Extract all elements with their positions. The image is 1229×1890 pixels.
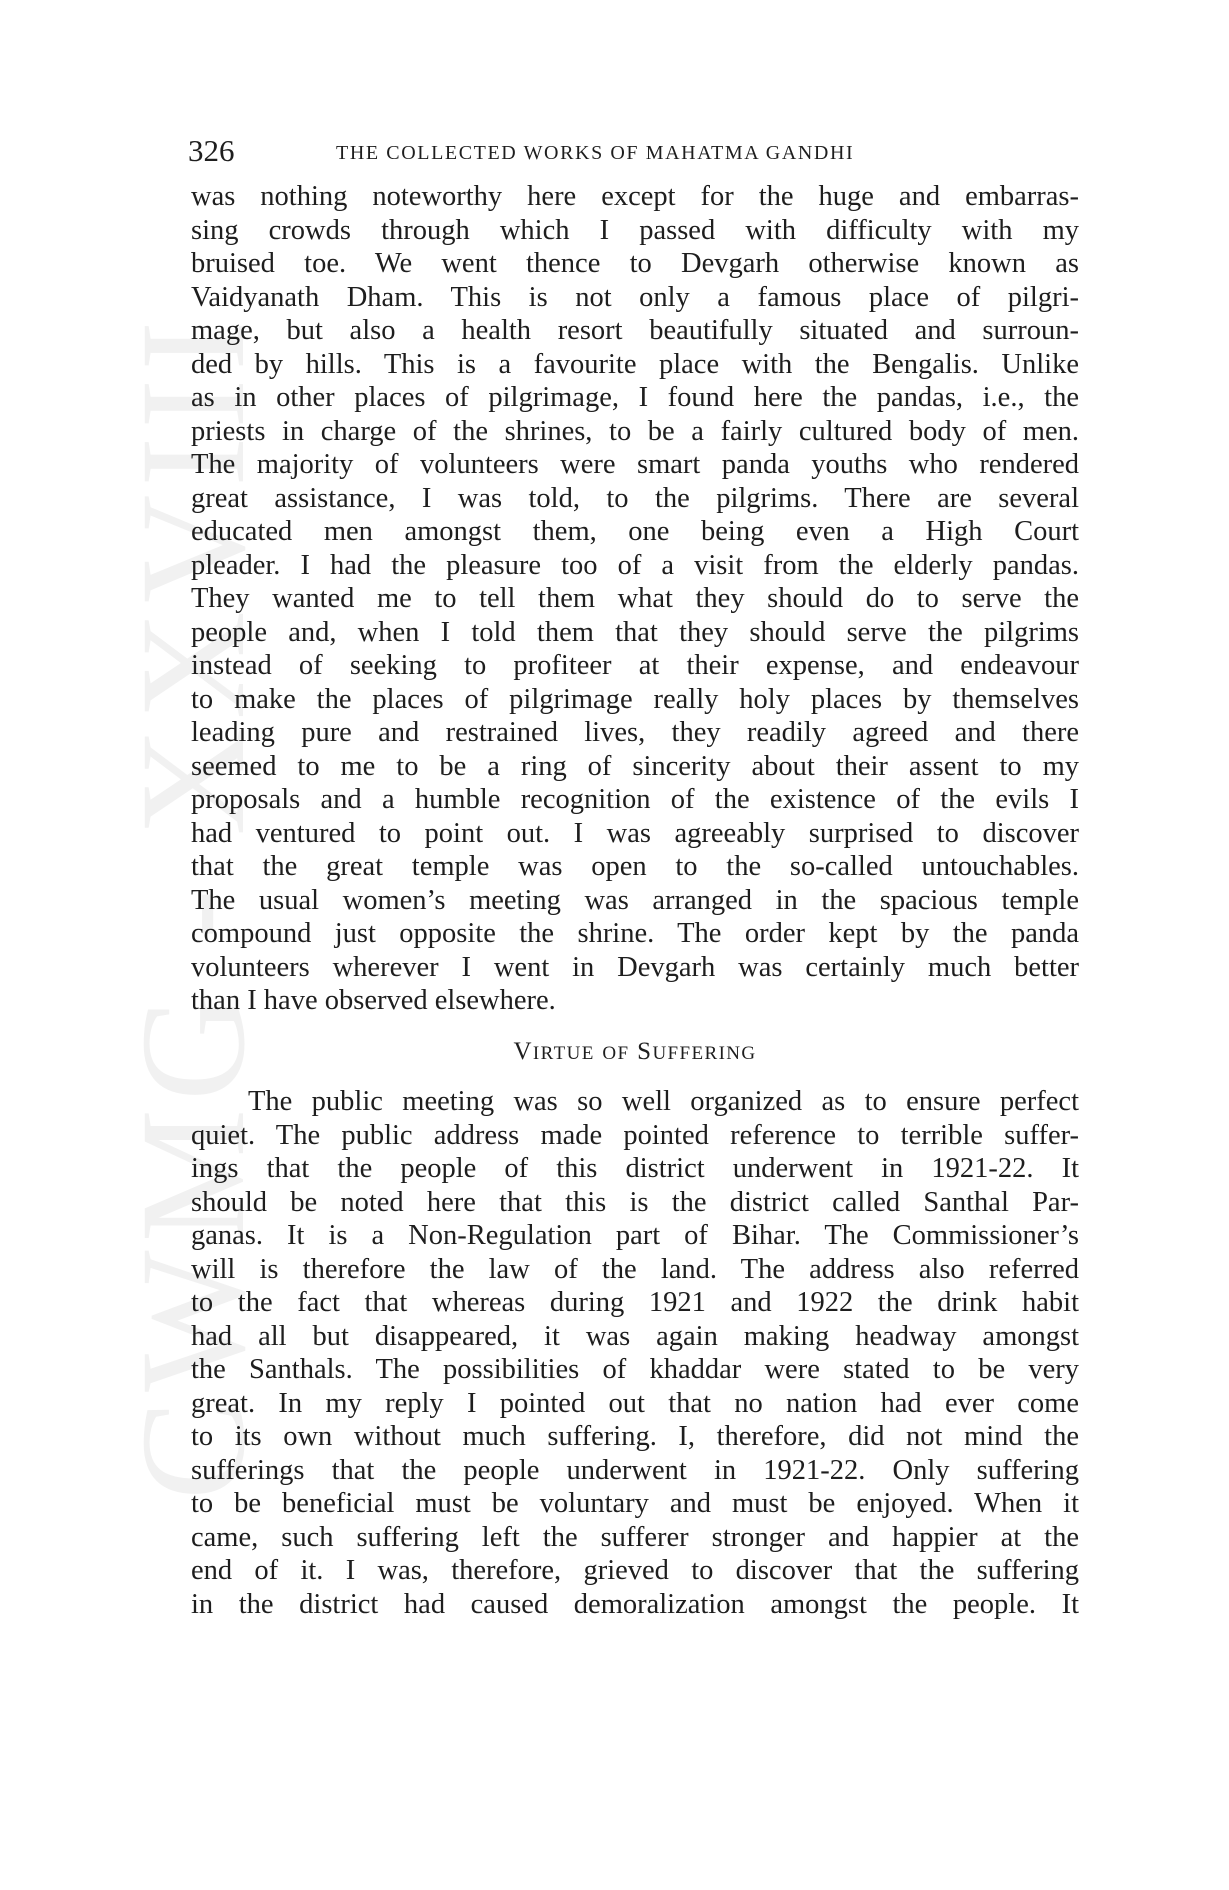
page-header [188, 131, 1081, 171]
watermark: CWMG - XXVIII [110, 312, 276, 1500]
text-line: The majority of volunteers were smart panda youths who rendered [191, 449, 1079, 480]
text-line: leading pure and restrained lives, they readily agreed and there [191, 717, 1079, 748]
text-line: mage, but also a health resort beautifully situated and surroun- [191, 315, 1079, 346]
text-line: ings that the people of this district underwent in 1921-22. It [191, 1153, 1079, 1184]
text-line: than I have observed elsewhere. [191, 985, 556, 1016]
text-line: people and, when I told them that they should serve the pilgrims [191, 616, 1079, 648]
text-line: had ventured to point out. I was agreeably surprised to discover [191, 817, 1079, 849]
text-line: proposals and a humble recognition of the existence of the evils I [191, 784, 1079, 815]
text-line: educated men amongst them, one being even a High Court [191, 516, 1079, 547]
text-line: volunteers wherever I went in Devgarh was certainly much better [191, 951, 1079, 983]
body-text [191, 180, 1079, 1621]
text-line: sufferings that the people underwent in 1921-22. Only suffering [191, 1454, 1079, 1486]
text-line: had all but disappeared, it was again making headway amongst [191, 1320, 1079, 1352]
text-line: will is therefore the law of the land. The address also referred [191, 1253, 1079, 1285]
paragraph-1 [191, 180, 1079, 1018]
text-line: came, such suffering left the sufferer stronger and happier at the [191, 1521, 1079, 1553]
text-line: The public meeting was so well organized as to ensure perfect [248, 1086, 1079, 1117]
text-line: to the fact that whereas during 1921 and 1922 the drink habit [191, 1287, 1079, 1318]
heading-word: OF [602, 1042, 630, 1064]
text-line: ded by hills. This is a favourite place with the Bengalis. Unlike [191, 348, 1079, 380]
page-number: 326 [188, 133, 235, 168]
text-line: Vaidyanath Dham. This is not only a famous place of pilgri- [191, 281, 1079, 313]
text-line: to be beneficial must be voluntary and must be enjoyed. When it [191, 1488, 1079, 1519]
text-line: that the great temple was open to the so-called untouchables. [191, 851, 1079, 882]
text-line: seemed to me to be a ring of sincerity about their assent to my [191, 750, 1079, 782]
text-line: The usual women’s meeting was arranged in the spacious temple [191, 884, 1079, 916]
text-line: quiet. The public address made pointed reference to terrible suffer- [191, 1119, 1079, 1151]
text-line: to its own without much suffering. I, therefore, did not mind the [191, 1421, 1079, 1452]
text-line: in the district had caused demoralization amongst the people. It [191, 1588, 1079, 1620]
heading-word: IRTUE [532, 1042, 595, 1064]
heading-initial: V [513, 1037, 533, 1065]
text-line: instead of seeking to profiteer at their expense, and endeavour [191, 650, 1079, 681]
heading-word: UFFERING [652, 1042, 757, 1064]
section-heading [191, 1035, 1079, 1069]
text-line: ganas. It is a Non-Regulation part of Bihar. The Commissioner’s [191, 1220, 1079, 1251]
running-head: THE COLLECTED WORKS OF MAHATMA GANDHI [336, 142, 855, 164]
text-line: sing crowds through which I passed with difficulty with my [191, 214, 1079, 246]
text-line: as in other places of pilgrimage, I found here the pandas, i.e., the [191, 382, 1079, 413]
text-line: to make the places of pilgrimage really holy places by themselves [191, 683, 1079, 715]
heading-initial: S [637, 1037, 653, 1065]
text-line: the Santhals. The possibilities of khaddar were stated to be very [191, 1354, 1079, 1385]
text-line: end of it. I was, therefore, grieved to discover that the suffering [191, 1555, 1079, 1586]
text-line: great. In my reply I pointed out that no nation had ever come [191, 1387, 1079, 1419]
text-line: priests in charge of the shrines, to be a fairly cultured body of men. [191, 415, 1079, 447]
text-line: was nothing noteworthy here except for the huge and embarras- [191, 181, 1079, 212]
text-line: They wanted me to tell them what they should do to serve the [191, 583, 1079, 614]
text-line: compound just opposite the shrine. The order kept by the panda [191, 918, 1079, 949]
text-line: pleader. I had the pleasure too of a visit from the elderly pandas. [191, 549, 1079, 581]
paragraph-2 [191, 1085, 1079, 1621]
text-line: great assistance, I was told, to the pilgrims. There are several [191, 482, 1079, 514]
text-line: bruised toe. We went thence to Devgarh otherwise known as [191, 248, 1079, 279]
text-line: should be noted here that this is the district called Santhal Par- [191, 1186, 1079, 1218]
